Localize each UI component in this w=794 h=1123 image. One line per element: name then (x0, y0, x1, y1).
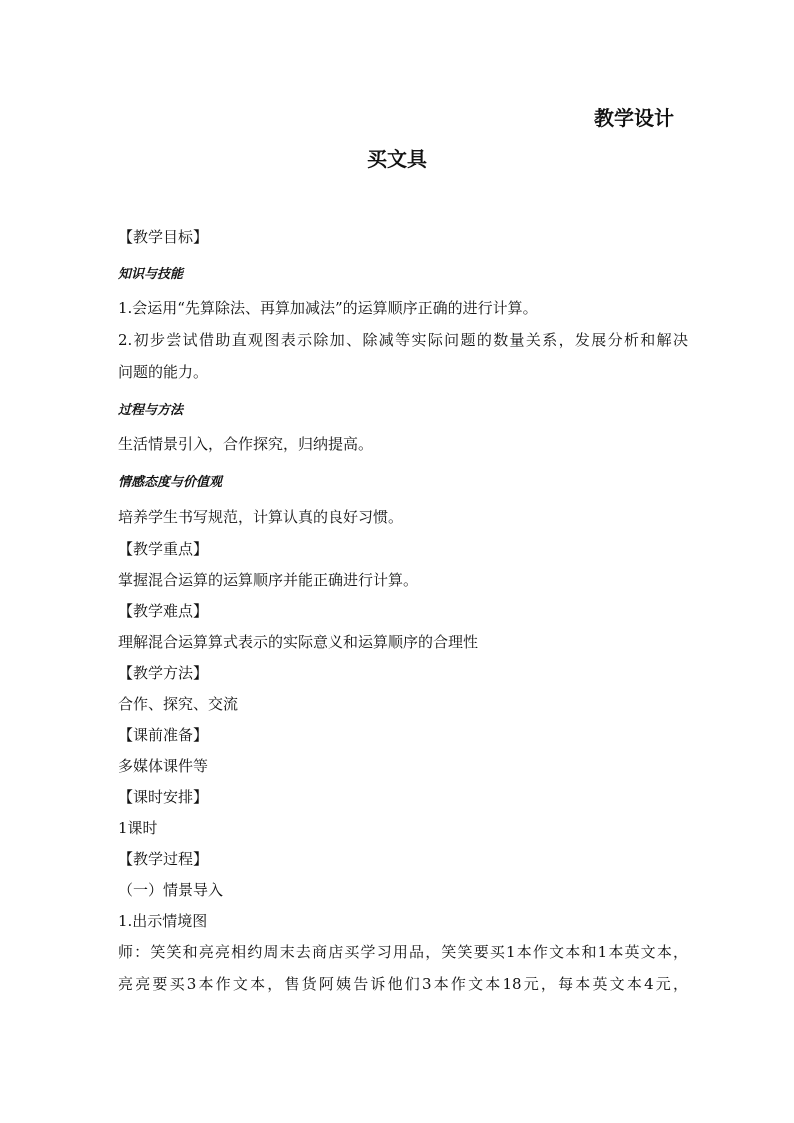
teaching-process-heading: 【教学过程】 (118, 850, 209, 868)
attitude-values-text: 培养学生书写规范，计算认真的良好习惯。 (118, 508, 404, 526)
knowledge-item-2-line-1: 2.初步尝试借助直观图表示除加、除减等实际问题的数量关系，发展分析和解决 (118, 331, 688, 349)
process-methods-heading: 过程与方法 (118, 403, 184, 418)
schedule-heading: 【课时安排】 (118, 788, 209, 806)
scenario-paragraph-line-2: 亮亮要买3本作文本，售货阿姨告诉他们3本作文本18元，每本英文本4元， (118, 975, 688, 993)
document-type-label: 教学设计 (594, 106, 674, 130)
preparation-heading: 【课前准备】 (118, 726, 209, 744)
schedule-text: 1课时 (118, 819, 158, 837)
process-methods-text: 生活情景引入，合作探究，归纳提高。 (118, 435, 374, 453)
scenario-paragraph-line-1: 师：笑笑和亮亮相约周末去商店买学习用品，笑笑要买1本作文本和1本英文本， (118, 943, 688, 961)
objectives-heading: 【教学目标】 (118, 228, 209, 246)
knowledge-skills-heading: 知识与技能 (118, 267, 184, 282)
preparation-text: 多媒体课件等 (118, 757, 209, 775)
part-1-heading: （一）情景导入 (118, 881, 224, 899)
methods-text: 合作、探究、交流 (118, 695, 239, 713)
methods-heading: 【教学方法】 (118, 664, 209, 682)
difficulties-heading: 【教学难点】 (118, 602, 209, 620)
knowledge-item-1: 1.会运用“先算除法、再算加减法”的运算顺序正确的进行计算。 (118, 299, 538, 317)
key-points-heading: 【教学重点】 (118, 540, 209, 558)
document-title: 买文具 (367, 147, 427, 171)
attitude-values-heading: 情感态度与价值观 (118, 475, 223, 490)
knowledge-item-2-line-2: 问题的能力。 (118, 363, 209, 381)
difficulties-text: 理解混合运算算式表示的实际意义和运算顺序的合理性 (118, 633, 479, 651)
key-points-text: 掌握混合运算的运算顺序并能正确进行计算。 (118, 571, 419, 589)
step-1-text: 1.出示情境图 (118, 912, 208, 930)
